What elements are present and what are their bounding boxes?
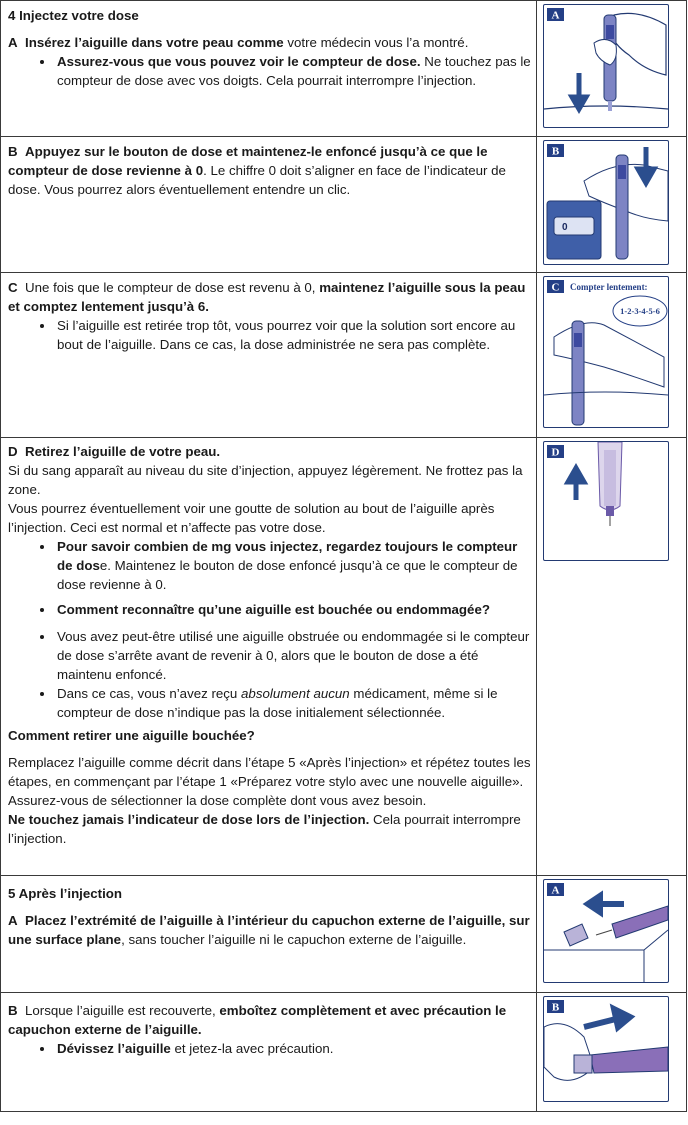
cell-step4-c-figure: [537, 273, 687, 438]
step4-d-para2: Vous pourrez éventuellement voir une goutte de solution au bout de l’aiguille après l’injection. Ceci est normal et n’affecte pas votre dose.: [8, 501, 495, 535]
step4-a-bullets: [8, 52, 532, 90]
step4-d-subheading: Comment retirer une aiguille bouchée?: [8, 728, 255, 743]
figure-press-button: [543, 140, 669, 265]
figure-badge: D: [551, 446, 560, 459]
step4-heading: 4 Injectez votre dose: [8, 8, 139, 23]
cell-step4-b-text: [1, 137, 537, 273]
cell-step4-d-figure: [537, 438, 687, 876]
cell-step4-a-figure: [537, 1, 687, 137]
list-item: • Dévissez l’aiguille et jetez-la avec précaution.: [55, 1039, 532, 1058]
figure-badge: A: [551, 9, 560, 22]
figure-count-slowly: [543, 276, 669, 428]
figure-counter: 0: [562, 222, 568, 233]
row-step4-a: [1, 1, 687, 137]
list-item: • Si l’aiguille est retirée trop tôt, vous pourrez voir que la solution sort encore au bout de l’aiguille. Dans ce cas, la dose administrée ne sera pas complète.: [55, 316, 532, 354]
step4-d-warning: Ne touchez jamais l’indicateur de dose lors de l’injection. Cela pourrait interrompre l’injection.: [8, 812, 521, 846]
row-step4-d: [1, 438, 687, 876]
figure-badge: B: [551, 145, 560, 158]
figure-count: 1-2-3-4-5-6: [620, 306, 660, 316]
cell-step5-b-figure: [537, 993, 687, 1112]
step5-heading: 5 Après l’injection: [8, 886, 123, 901]
list-item: • Comment reconnaître qu’une aiguille est bouchée ou endommagée?: [55, 600, 532, 619]
figure-remove-needle: [543, 441, 669, 561]
cell-step5-b-text: [1, 993, 537, 1112]
step4-c-bullets: [8, 316, 532, 354]
step5-b-instruction: B Lorsque l’aiguille est recouverte, emboîtez complètement et avec précaution le capuchon externe de l’aiguille.: [8, 1003, 507, 1037]
cell-step4-d-text: [1, 438, 537, 876]
step4-c-instruction: C Une fois que le compteur de dose est revenu à 0, maintenez l’aiguille sous la peau et comptez lentement jusqu’à 6.: [8, 280, 526, 314]
cell-step4-b-figure: [537, 137, 687, 273]
row-step4-c: [1, 273, 687, 438]
list-item: • Assurez-vous que vous pouvez voir le compteur de dose. Ne touchez pas le compteur de dose avec vos doigts. Cela pourrait interrompre l’injection.: [55, 52, 532, 90]
step4-d-bullets: [8, 537, 532, 722]
list-item: • Vous avez peut-être utilisé une aiguille obstruée ou endommagée si le compteur de dose s’arrête avant de revenir à 0, alors que le bouton de dose a été maintenu enfoncé.: [55, 627, 532, 684]
cell-step5-a-text: [1, 876, 537, 993]
row-step5-b: [1, 993, 687, 1112]
cell-step4-a-text: [1, 1, 537, 137]
step5-b-bullets: [8, 1039, 532, 1058]
figure-badge: C: [551, 281, 560, 294]
list-item: • Dans ce cas, vous n’avez reçu absolument aucun médicament, même si le compteur de dose n’indique pas la dose initialement sélectionnée.: [55, 684, 532, 722]
figure-place-needle-in-cap: [543, 879, 669, 983]
figure-badge: B: [551, 1001, 560, 1014]
row-step4-b: [1, 137, 687, 273]
figure-badge: A: [551, 884, 560, 897]
figure-caption: Compter lentement:: [570, 282, 648, 292]
step4-a-instruction: A Insérez l’aiguille dans votre peau comme votre médecin vous l’a montré.: [8, 35, 469, 50]
step4-b-instruction: B Appuyez sur le bouton de dose et maintenez-le enfoncé jusqu’à ce que le compteur de dose revienne à 0. Le chiffre 0 doit s’aligner en face de l’indicateur de dose. Vous pourrez alors éventuellement entendre un clic.: [8, 144, 506, 197]
cell-step5-a-figure: [537, 876, 687, 993]
step4-d-instruction: D Retirez l’aiguille de votre peau.: [8, 444, 221, 459]
list-item: • Pour savoir combien de mg vous injectez, regardez toujours le compteur de dose. Maintenez le bouton de dose enfoncé jusqu’à ce que le compteur de dose revienne à 0.: [55, 537, 532, 594]
row-step5-a: [1, 876, 687, 993]
figure-insert-needle: [543, 4, 669, 128]
step4-d-para3: Remplacez l’aiguille comme décrit dans l’étape 5 «Après l’injection» et répétez toutes les étapes, en commençant par l’étape 1 «Préparez votre stylo avec une nouvelle aiguille». Assurez-vous de sélectionner la dose complète dont vous avez besoin.: [8, 755, 531, 808]
cell-step4-c-text: [1, 273, 537, 438]
step5-a-instruction: A Placez l’extrémité de l’aiguille à l’intérieur du capuchon externe de l’aiguille, sur une surface plane, sans toucher l’aiguille ni le capuchon externe de l’aiguille.: [8, 913, 530, 947]
figure-recap-needle: [543, 996, 669, 1102]
step4-d-para1: Si du sang apparaît au niveau du site d’injection, appuyez légèrement. Ne frottez pas la zone.: [8, 463, 523, 497]
